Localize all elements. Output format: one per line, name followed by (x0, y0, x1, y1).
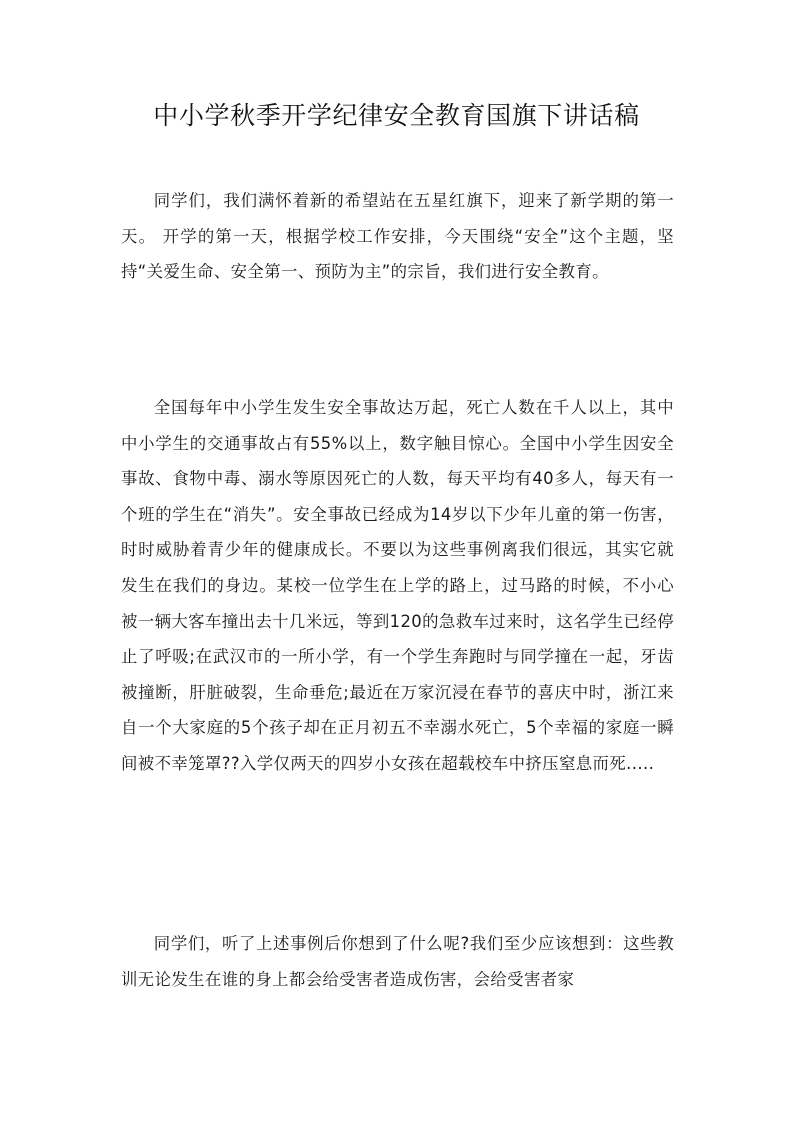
paragraph-3: 同学们，听了上述事例后你想到了什么呢?我们至少应该想到：这些教训无论发生在谁的身上都会给受害者造成伤害，会给受害者家 (121, 934, 674, 989)
paragraph-1: 同学们，我们满怀着新的希望站在五星红旗下，迎来了新学期的第一天。 开学的第一天，根据学校工作安排，今天围绕“安全”这个主题，坚持“关爱生命、安全第一、预防为主”的宗旨，我们进行安全教育。 (121, 191, 674, 282)
document-title: 中小学秋季开学纪律安全教育国旗下讲话稿 (153, 101, 640, 130)
paragraph-2: 全国每年中小学生发生安全事故达万起，死亡人数在千人以上，其中中小学生的交通事故占有55%以上，数字触目惊心。全国中小学生因安全事故、食物中毒、溺水等原因死亡的人数，每天平均有40多人，每天有一个班的学生在“消失”。安全事故已经成为14岁以下少年儿童的第一伤害，时时威胁着青少年的健康成长。不要以为这些事例离我们很远，其实它就发生在我们的身边。某校一位学生在上学的路上，过马路的时候，不小心被一辆大客车撞出去十几米远，等到120的急救车过来时，这名学生已经停止了呼吸;在武汉市的一所小学，有一个学生奔跑时与同学撞在一起，牙齿被撞断，肝脏破裂，生命垂危;最近在万家沉浸在春节的喜庆中时，浙江来自一个大家庭的5个孩子却在正月初五不幸溺水死亡，5个幸福的家庭一瞬间被不幸笼罩??入学仅两天的四岁小女孩在超载校车中挤压窒息而死..... (121, 398, 674, 773)
